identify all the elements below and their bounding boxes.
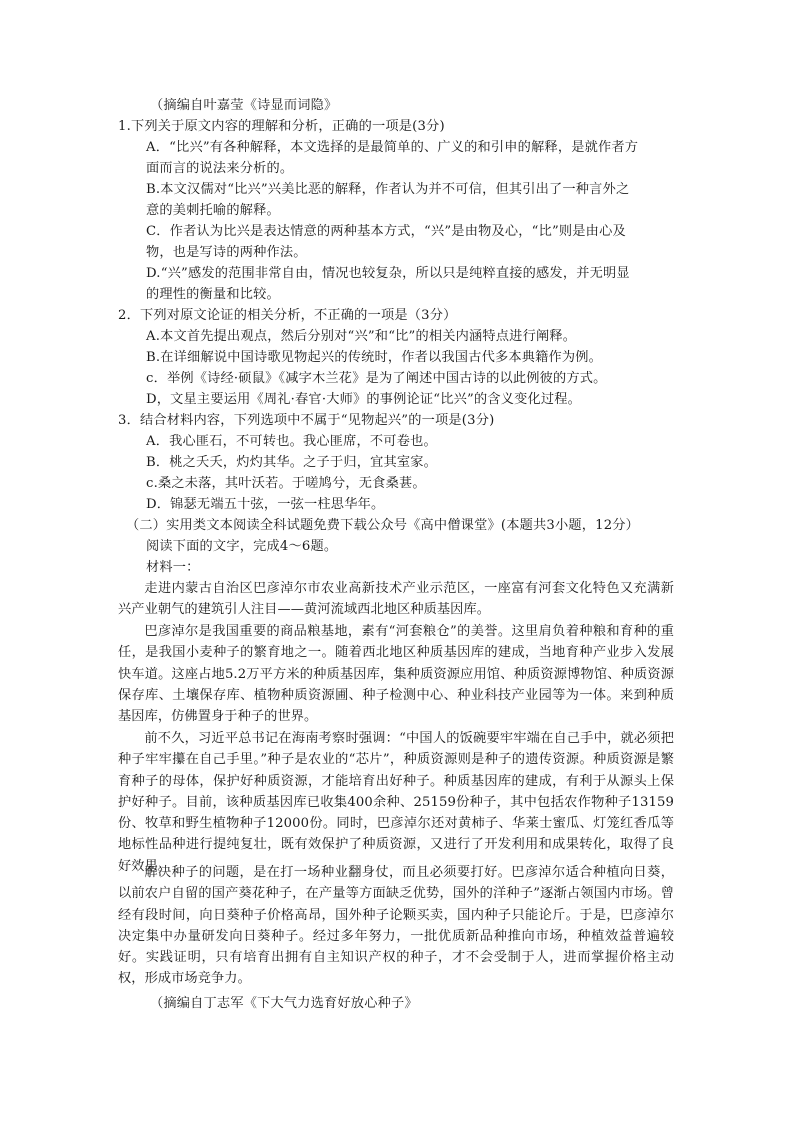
question-1-stem: 1.下列关于原文内容的理解和分析，正确的一项是(3分) bbox=[118, 119, 445, 134]
material-label: 材料一： bbox=[146, 560, 200, 575]
section-2-heading: （二）实用类文本阅读全科试题免费下载公众号《高中僧课堂》(本题共3小题，12分） bbox=[126, 518, 640, 533]
question-1-option-d-line1: D.“兴”感发的范围非常自由，情况也较复杂，所以只是纯粹直接的感发，并无明显 bbox=[146, 266, 630, 281]
question-1-option-b-line1: B.本文汉儒对“比兴”兴美比恶的解释，作者认为并不可信，但其引出了一种言外之 bbox=[146, 182, 630, 197]
question-1-option-b-line2: 意的美刺托喻的解释。 bbox=[146, 203, 280, 218]
passage-paragraph-2: 巴彦淖尔是我国重要的商品粮基地，素有“河套粮仓”的美誉。这里肩负着种粮和育种的重任，是我国小麦种子的繁育地之一。随着西北地区种质基因库的建成，当地育种产业步入发展快车道。这座占地5.2万平方米的种质基因库，集种质资源应用馆、种质资源博物馆、种质资源保存库、土壤保存库、植物种质资源圃、种子检测中心、种业科技产业园等为一体。来到种质基因库，仿佛置身于种子的世界。 bbox=[118, 624, 674, 725]
source-citation-1: （摘编自叶嘉莹《诗显而词隐》 bbox=[150, 98, 338, 113]
question-3-option-c: c.桑之未落，其叶沃若。于嗟鸠兮，无食桑葚。 bbox=[146, 476, 426, 491]
question-2-stem: 2．下列对原文论证的相关分析，不正确的一项是（3分） bbox=[118, 308, 457, 323]
passage-paragraph-1: 走进内蒙古自治区巴彦淖尔市农业高新技术产业示范区，一座富有河套文化特色又充满新兴产业朝气的建筑引人注目——黄河流域西北地区种质基因库。 bbox=[118, 581, 674, 618]
question-1-option-a-line2: 面而言的说法来分析的。 bbox=[146, 161, 294, 176]
question-2-option-c: c．举例《诗经·硕鼠》《减字木兰花》是为了阐述中国古诗的以此例彼的方式。 bbox=[146, 371, 607, 386]
question-1-option-d-line2: 的理性的衡量和比较。 bbox=[146, 287, 280, 302]
passage-paragraph-3: 前不久，习近平总书记在海南考察时强调：“中国人的饭碗要牢牢端在自己手中，就必须把种子牢牢攥在自己手里。”种子是农业的“芯片”，种质资源则是种子的遗传资源。种质资源是繁育种子的母体，保护好种质资源，才能培育出好种子。种质基因库的建成，有利于从源头上保护好种子。目前，该种质基因库已收集400余种、25159份种子，其中包括农作物种子13159份、牧草和野生植物种子12000份。同时，巴彦淖尔还对黄柿子、华莱士蜜瓜、灯笼红香瓜等地标性品种进行提纯复壮，既有效保护了种质资源，又进行了开发利用和成果转化，取得了良好效果。 bbox=[118, 731, 674, 874]
question-3-option-b: B．桃之夭夭，灼灼其华。之子于归，宜其室家。 bbox=[146, 455, 438, 470]
passage-paragraph-4: 解决种子的问题，是在打一场种业翻身仗，而且必须要打好。巴彦淖尔适合种植向日葵，以前农户自留的国产葵花种子，在产量等方面缺乏优势，国外的洋种子”逐渐占领国内市场。曾经有段时间，向日葵种子价格高昂，国外种子论颗买卖，国内种子只能论斤。于是，巴彦淖尔决定集中办量研发向日葵种子。经过多年努力，一批优质新品种推向市场，种植效益普遍较好。实践证明，只有培育出拥有自主知识产权的种子，才不会受制于人，进而掌握价格主动权，形成市场竞争力。 bbox=[118, 865, 674, 987]
question-1-option-c-line2: 物，也是写诗的两种作法。 bbox=[146, 245, 307, 260]
source-citation-2: （摘编自丁志军《下大气力选育好放心种子》 bbox=[150, 996, 418, 1011]
reading-instruction: 阅读下面的文字，完成4～6题。 bbox=[146, 539, 338, 554]
question-2-option-a: A.本文首先提出观点，然后分别对“兴”和“比”的相关内涵特点进行阐释。 bbox=[146, 329, 577, 344]
question-2-option-b: B.在详细解说中国诗歌见物起兴的传统时，作者以我国古代多本典籍作为例。 bbox=[146, 350, 603, 365]
question-3-stem: 3．结合材料内容，下列选项中不属于“见物起兴”的一项是(3分) bbox=[118, 413, 495, 428]
question-1-option-c-line1: C．作者认为比兴是表达情意的两种基本方式，“兴”是由物及心，“比”则是由心及 bbox=[146, 224, 626, 239]
question-2-option-d: D，文星主要运用《周礼·春官·大师》的事例论证“比兴”的含义变化过程。 bbox=[146, 392, 582, 407]
question-3-option-a: A．我心匪石，不可转也。我心匪席，不可卷也。 bbox=[146, 434, 437, 449]
question-3-option-d: D．锦瑟无端五十弦，一弦一柱思华年。 bbox=[146, 497, 385, 512]
question-1-option-a-line1: A．“比兴”有各种解释，本文选择的是最简单的、广义的和引申的解释，是就作者方 bbox=[146, 140, 639, 155]
